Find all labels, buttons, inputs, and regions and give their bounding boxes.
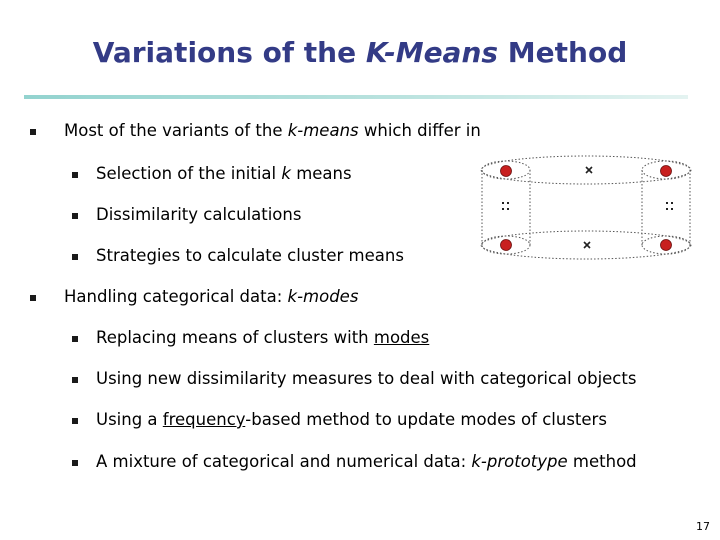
sub-bullet-square-icon (72, 377, 78, 383)
sub-bullet-item: A mixture of categorical and numerical data: k-prototype method (96, 452, 637, 471)
slide-title: Variations of the K-Means Method (92, 36, 628, 69)
sub-bullet-item: Replacing means of clusters with modes (96, 328, 430, 347)
mean-markers (584, 167, 592, 248)
sub-bullet-item: Strategies to calculate cluster means (96, 246, 404, 265)
sub-bullet-item: Using new dissimilarity measures to deal with categorical objects (96, 369, 637, 388)
medoid-markers (502, 202, 673, 210)
data-points (501, 166, 672, 251)
bullet-square-icon (30, 129, 36, 135)
data-point (661, 240, 672, 251)
page-number: 17 (696, 520, 710, 533)
sub-bullet-square-icon (72, 213, 78, 219)
title-divider (24, 95, 688, 99)
sub-bullet-square-icon (72, 460, 78, 466)
sub-bullet-square-icon (72, 336, 78, 342)
sub-bullet-item: Using a frequency-based method to update modes of clusters (96, 410, 607, 429)
sub-bullet-item: Dissimilarity calculations (96, 205, 302, 224)
data-point (661, 166, 672, 177)
sub-bullet-item: Selection of the initial k means (96, 164, 352, 183)
cluster-diagram (476, 150, 696, 270)
data-point (501, 240, 512, 251)
bullet-item: Most of the variants of the k-means which differ in (64, 121, 481, 140)
sub-bullet-square-icon (72, 254, 78, 260)
bullet-square-icon (30, 295, 36, 301)
data-point (501, 166, 512, 177)
bullet-item: Handling categorical data: k-modes (64, 287, 359, 306)
sub-bullet-square-icon (72, 418, 78, 424)
sub-bullet-square-icon (72, 172, 78, 178)
